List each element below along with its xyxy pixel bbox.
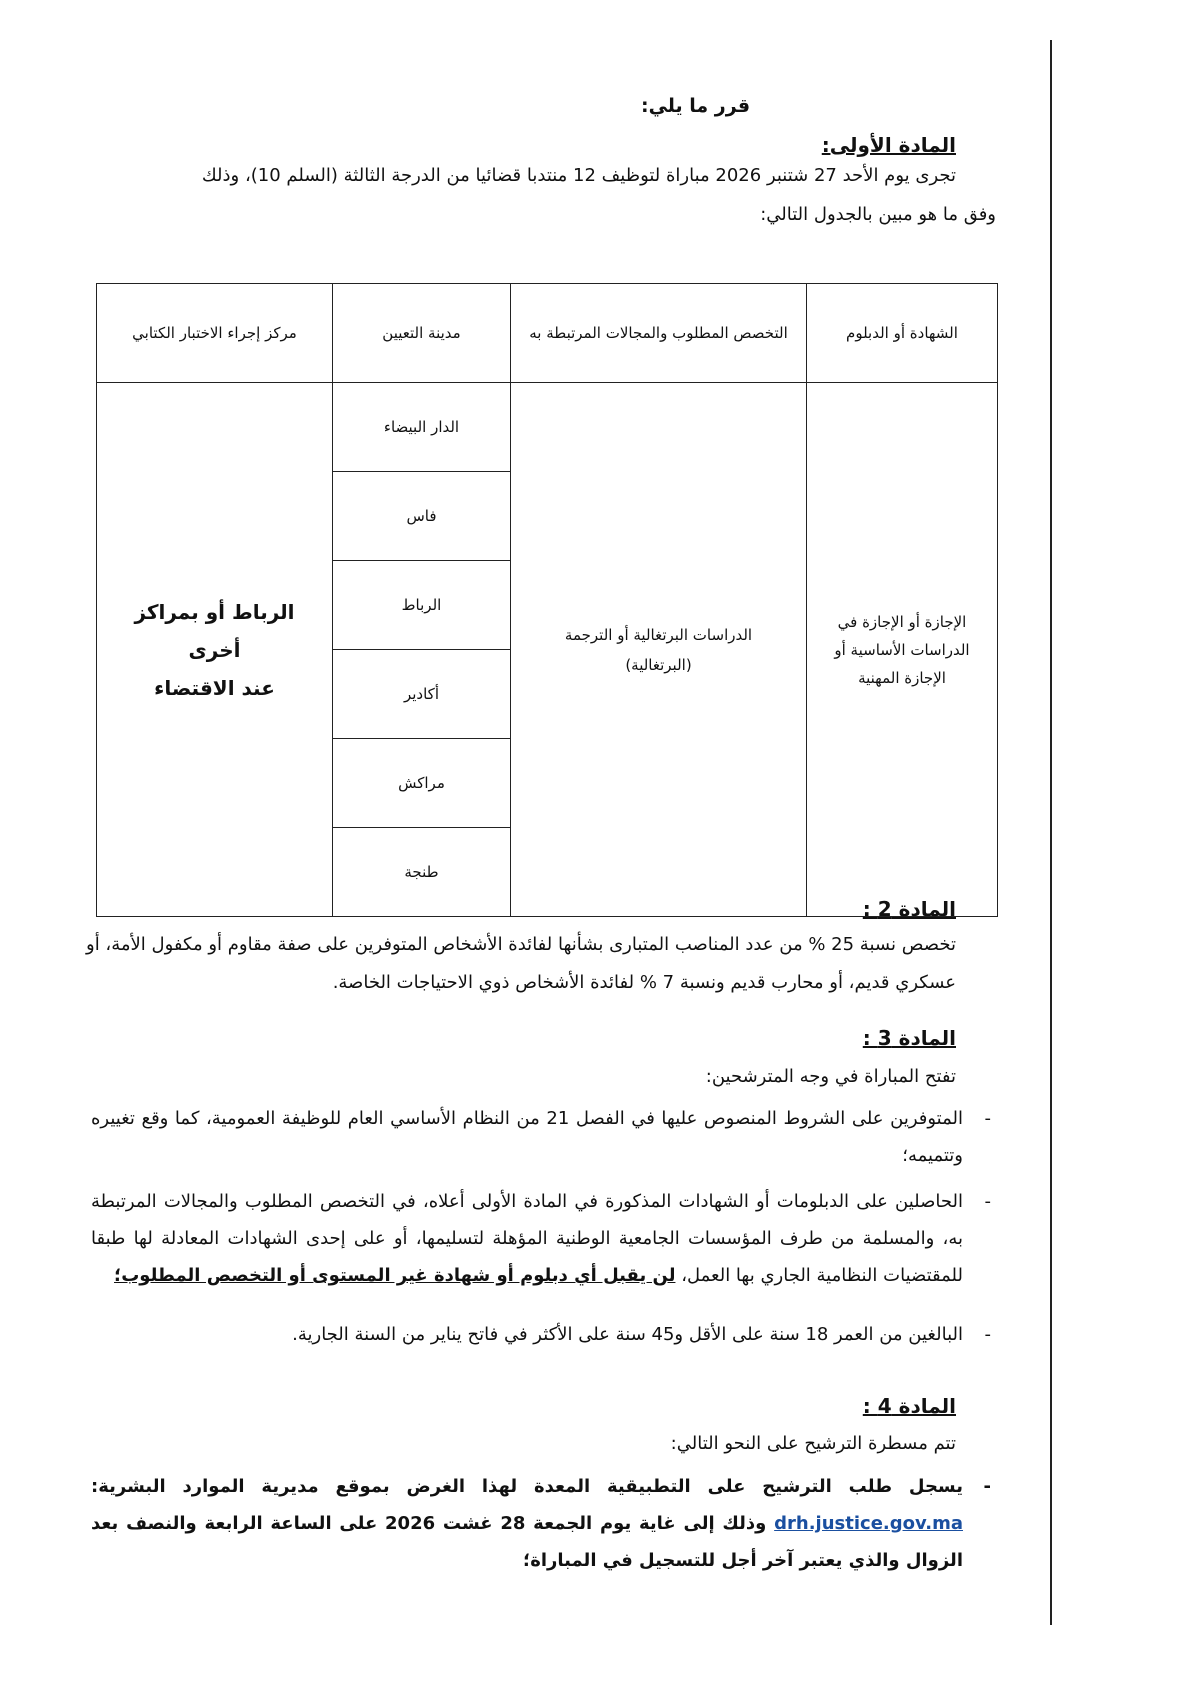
article4-bullet1: - يسجل طلب الترشيح على التطبيقية المعدة لهذا الغرض بموقع مديرية الموارد البشرية: drh.justice.gov.ma وذلك إلى غاية يوم الجمعة 28 غشت 2026 على الساعة الرابعة والنصف بعد الزوال والذي يعتبر آخر أجل للتسجيل في المباراة؛ [91,1476,991,1571]
article2-heading: المادة 2 : [862,897,956,921]
article2-text: تخصص نسبة 25 % من عدد المناصب المتبارى بشأنها لفائدة الأشخاص المتوفرين على صفة مقاوم أو مكفول الأمة، أو عسكري قديم، أو محارب قديم ونسبة 7 % لفائدة الأشخاص ذوي الاحتياجات الخاصة. [86,934,956,993]
cell-city: مراكش [333,739,511,828]
article1-heading: المادة الأولى: [821,133,956,157]
header-city: مدينة التعيين [333,284,511,383]
positions-table [96,283,998,917]
table-header-row [97,284,998,383]
article4-heading: المادة 4 : [862,1394,956,1418]
margin-line [1050,40,1052,1625]
decree-title: قرر ما يلي: [640,95,751,117]
emphasis-text: لن يقبل أي دبلوم أو شهادة غير المستوى أو التخصص المطلوب؛ [114,1265,676,1286]
cell-city: الدار البيضاء [333,383,511,472]
cell-diploma: الإجازة أو الإجازة في الدراسات الأساسية أو الإجازة المهنية [807,383,998,917]
cell-city: فاس [333,472,511,561]
cell-city: الرباط [333,561,511,650]
article3-intro: تفتح المباراة في وجه المترشحين: [705,1066,956,1087]
article3-bullet3: - البالغين من العمر 18 سنة على الأقل و45 سنة على الأكثر في فاتح يناير من السنة الجارية. [292,1324,991,1345]
article3-heading: المادة 3 : [862,1026,956,1050]
article1-text-line1: تجرى يوم الأحد 27 شتنبر 2026 مباراة لتوظيف 12 منتدبا قضائيا من الدرجة الثالثة (السلم 10)، وذلك [201,165,956,186]
drh-website-link[interactable]: drh.justice.gov.ma [774,1513,963,1534]
table-row [97,383,998,472]
cell-city: طنجة [333,828,511,917]
cell-specialty: الدراسات البرتغالية أو الترجمة (البرتغالية) [511,383,807,917]
header-diploma: الشهادة أو الدبلوم [807,284,998,383]
header-center: مركز إجراء الاختبار الكتابي [97,284,333,383]
article3-bullet2: - الحاصلين على الدبلومات أو الشهادات المذكورة في المادة الأولى أعلاه، في التخصص المطلوب والمجالات المرتبطة به، والمسلمة من طرف المؤسسات الجامعية الوطنية المؤهلة لتسليمها، أو على إحدى الشهادات المعادلة لها طبقا للمقتضيات النظامية الجاري بها العمل، لن يقبل أي دبلوم أو شهادة غير المستوى أو التخصص المطلوب؛ [91,1191,991,1286]
article3-bullet1: - المتوفرين على الشروط المنصوص عليها في الفصل 21 من النظام الأساسي العام للوظيفة العمومية، كما وقع تغييره وتتميمه؛ [91,1108,991,1166]
article1-text-line2: وفق ما هو مبين بالجدول التالي: [760,204,996,225]
header-specialty: التخصص المطلوب والمجالات المرتبطة به [511,284,807,383]
article4-intro: تتم مسطرة الترشيح على النحو التالي: [670,1433,956,1454]
cell-center: الرباط أو بمراكز أخرى عند الاقتضاء [97,383,333,917]
cell-city: أكادير [333,650,511,739]
